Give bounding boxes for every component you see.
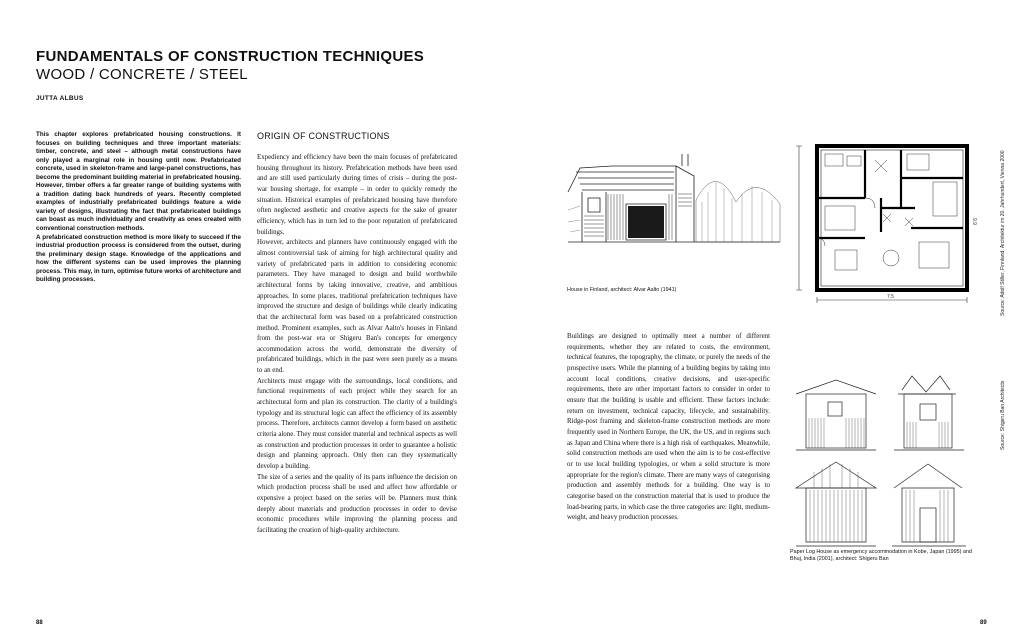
author-name: JUTTA ALBUS (36, 95, 84, 102)
intro-paragraph-2: A prefabricated construction method is more likely to succeed if the industrial production process is considered from the outset, during the preliminary design stage. Knowledge of the applications and how the different systems can be used improves the planning process. This may, in turn, optimise future works of architecture and building processes. (36, 233, 241, 284)
body-paragraph-2: However, architects and planners have continuously engaged with the almost controversial task of aiming for high architectural quality and variety of prefabricated parts in addition to considering economic parameters. They have managed to design and build worthwhile architectural forms by taking innovative, creative, and ambitious approaches. In some places, traditional prefabrication techniques have improved the structure and design of buildings while clearly indicating that the architectural form was based on a prefabricated construction method. Prominent examples, such as Alvar Aalto's houses in Finland from the post-war era or Shigeru Ban's concepts for emergency accommodation across the world, demonstrate the diversity of prefabricated buildings, which in the past were seen purely as a means to an end. (257, 239, 457, 375)
section-heading: ORIGIN OF CONSTRUCTIONS (257, 131, 390, 141)
plan-dimension-side: 9.9 (971, 218, 977, 225)
page-subtitle: WOOD / CONCRETE / STEEL (36, 66, 248, 83)
plan-dimension-bottom: 7.5 (887, 294, 894, 300)
aalto-caption: House in Finland, architect: Alvar Aalto (1941) (567, 287, 677, 293)
paper-log-house-elevation-top (794, 370, 970, 460)
page-number-right: 89 (980, 620, 987, 626)
body-paragraph-3: Architects must engage with the surroundings, local conditions, and functional requirements of each project while they search for an architectural form and plan its construction. The clarity of a building's typology and its structural logic can affect the efficiency of its assembly process. Therefore, architects cannot develop a form based on aesthetic criteria alone. They must consider material and technical aspects as well as construction and production processes in order to guarantee a holistic design and planning approach. Only then can they systematically develop a building. (257, 377, 457, 471)
aalto-source-credit: Source: Adolf Stiller, Finnland: Architektur im 20. Jahrhundert, Vienna 2000 (1000, 150, 1006, 316)
aalto-house-elevation (566, 132, 782, 250)
intro-paragraph-1: This chapter explores prefabricated housing constructions. It focuses on building techniques and three important materials: timber, concrete, and steel – although metal constructions have only played a marginal role in housing until now. Prefabricated concrete, used in skeleton-frame and large-panel constructions, has become the predominant building material in prefabricated housing. However, timber offers a far greater range of building systems with a tradition dating back hundreds of years. Recently completed examples of industrially prefabricated buildings feature a wide variety of designs, illustrating the fact that prefabricated buildings can boast as much individuality and creativity as ones created with conventional construction methods. (36, 131, 241, 233)
intro-text (36, 131, 241, 285)
page-number-left: 88 (36, 620, 43, 626)
paper-log-house-elevation-bottom (794, 458, 970, 554)
body-column-continued: Buildings are designed to optimally meet a number of different requirements, whether they are related to costs, the environment, technical features, the topography, the climate, or purely the needs of the prospective users. While the planning of a building begins by taking into account local conditions, creative decisions, and user-specific requirements, there are other important factors to consider in order to ensure that the building is usable and efficient. These factors include: return on investment, technical capacity, lifecycle, and sustainability. Ridge-post framing and skeleton-frame construction methods are more frequently used in Northern Europe, the UK, the US, and in regions such as Japan and China where there is a high risk of earthquakes. Meanwhile, solid construction methods are used when the aim is to be cost-effective or to use local building typologies, or when a solid structure is more appropriate for the region's climate. There are many ways of categorising production and assembly methods for a building. One way is to categorise based on the construction material that is used to produce the load-bearing parts, in which case the three categories are: light, medium-weight, and heavy production processes. (567, 333, 770, 522)
body-paragraph-4: The size of a series and the quality of its parts influence the decision on which production process shall be used and affect how affordable or expensive a project based on the series will be. Planners must think deeply about materials and production processes in order to devise economic procedures while improving the planning process and facilitating the creation of high-quality architecture. (257, 473, 457, 534)
aalto-floor-plan (795, 138, 979, 308)
page-title: FUNDAMENTALS OF CONSTRUCTION TECHNIQUES (36, 48, 425, 65)
ban-source-credit: Source: Shigeru Ban Architects (1000, 380, 1006, 450)
ban-caption: Paper Log House as emergency accommodation in Kobe, Japan (1995) and Bhuj, India (2001), architect: Shigeru Ban (790, 549, 972, 562)
body-column (257, 153, 457, 537)
body-paragraph-1: Expediency and efficiency have been the main focuses of prefabricated housing throughout its history. Prefabrication methods have been used and are still used particularly during times of crisis – during the post-war housing shortage, for example – in order to quickly remedy the situation. Historical examples of prefabricated housing have therefore often neglected aesthetic and creative aspects for the sake of greater efficiency, which has in turn led to the poor reputation of prefabricated buildings. (257, 154, 457, 236)
